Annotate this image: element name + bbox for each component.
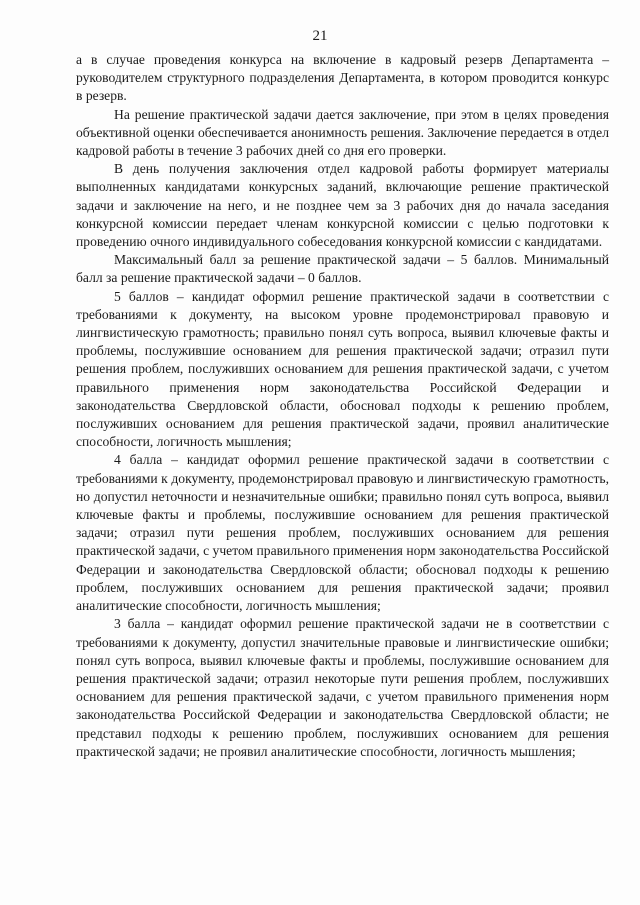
paragraph-conclusion: На решение практической задачи дается заключение, при этом в целях проведения объективной оценки обеспечивается анонимность решения. Заключение передается в отдел кадровой работы в течение 3 рабочих дней со дня его проверки.	[76, 106, 609, 159]
document-body	[76, 51, 609, 761]
paragraph-score-4: 4 балла – кандидат оформил решение практической задачи в соответствии с требованиями к документу, продемонстрировал правовую и лингвистическую грамотность, но допустил неточности и незначительные ошибки; правильно понял суть вопроса, выявил ключевые факты и проблемы, послужившие основанием для решения практической задачи; отразил пути решения проблем, послуживших основанием для решения практической задачи, с учетом правильного применения норм законодательства Российской Федерации и законодательства Свердловской области; обосновал подходы к решению проблем, послуживших основанием для решения практической задачи; проявил аналитические способности, логичность мышления;	[76, 452, 609, 614]
page-number: 21	[312, 28, 328, 44]
paragraph-score-3: 3 балла – кандидат оформил решение практической задачи не в соответствии с требованиями к документу, допустил значительные правовые и лингвистические ошибки; понял суть вопроса, выявил ключевые факты и проблемы, послужившие основанием для решения практической задачи; отразил некоторые пути решения проблем, послуживших основанием для решения практической задачи, с учетом правильного применения норм законодательства Российской Федерации и законодательства Свердловской области; не представил подходы к решению проблем, послуживших основанием для решения практической задачи; не проявил аналитические способности, логичность мышления;	[76, 616, 609, 759]
paragraph-score-range: Максимальный балл за решение практической задачи – 5 баллов. Минимальный балл за решение практической задачи – 0 баллов.	[76, 252, 609, 286]
paragraph-continuation: а в случае проведения конкурса на включение в кадровый резерв Департамента – руководителем структурного подразделения Департамента, в котором проводится конкурс в резерв.	[76, 52, 609, 104]
paragraph-score-5: 5 баллов – кандидат оформил решение практической задачи в соответствии с требованиями к документу, на высоком уровне продемонстрировал правовую и лингвистическую грамотность; правильно понял суть вопроса, выявил ключевые факты и проблемы, послужившие основанием для решения практической задачи; отразил пути решения проблем, послуживших основанием для решения практической задачи, с учетом правильного применения норм законодательства Российской Федерации и законодательства Свердловской области, обосновал подходы к решению проблем, послуживших основанием для решения практической задачи, проявил аналитические способности, логичность мышления;	[76, 288, 609, 450]
paragraph-materials: В день получения заключения отдел кадровой работы формирует материалы выполненных кандидатами конкурсных заданий, включающие решение практической задачи и заключение на него, и не позднее чем за 3 рабочих дня до начала заседания конкурсной комиссии передает членам конкурсной комиссии с целью подготовки к проведению очного индивидуального собеседования конкурсной комиссии с кандидатами.	[76, 161, 609, 250]
